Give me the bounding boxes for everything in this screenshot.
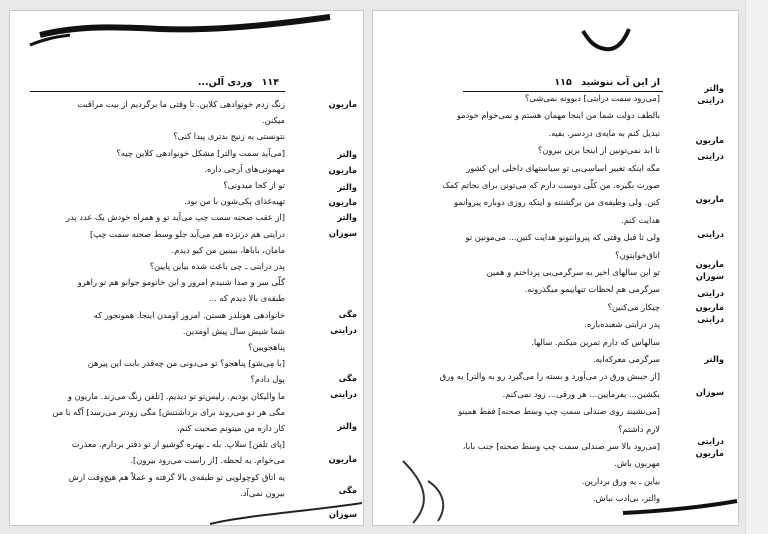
speaker-name: والتر [337,182,357,192]
dialogue-line: شما شیش سال پیش اومدین. [182,325,285,336]
dialogue-line: ولی تا قبل وقتی که پیروانتونو هدایت کنین... می‌مونین تو [465,232,660,243]
running-title: وردی آلن... [197,77,253,88]
dialogue-line: پدر درایتی ـ چی باعث شده بیاین پایین؟ [149,261,285,271]
speaker-name: ماریون [695,448,724,458]
speaker-name: درایتی [697,151,724,161]
speaker-name: والتر [337,421,357,431]
left-book-page [9,10,364,526]
dialogue-line: [می‌رود سمت درایتی] دیوونه نمی‌شی؟ [524,93,660,103]
scan-stroke-top [40,17,330,35]
speaker-name: ماریون [328,99,357,109]
speaker-name: درایتی [330,389,357,399]
dialogue-line: خانوادهی هونلدر هستن. امروز اومدن اینجا. همونجور که [93,309,285,320]
dialogue-line: نتونستی به زنیج بدتری پیدا کنی؟ [173,131,285,142]
dialogue-line: تبدیل کنم به مایه‌ی دردسر. بفیه. [548,127,660,138]
dialogue-line: [از عقب صحنه سمت چپ می‌آید تو و همراه خودش یک عدد پدر [66,212,285,223]
dialogue-line: گلّی سر و صدا شنیدم امروز و این خانومو جوانو هم تو راهرو [77,277,285,288]
speaker-name: درایتی [697,95,724,105]
dialogue-line: پدر درایتی شعبده‌بازه. [584,319,660,330]
page-header [198,77,285,88]
dialogue-line: [می‌رود بالا سر صندلی سمت چپ وسط صحنه] جنب بابا، [462,441,660,451]
dialogue-line: [از جیبش ورق در می‌آورد و بسته را می‌گیرد رو به والتر] یه ورق [439,371,660,382]
dialogue-line: بیاین ـ یه ورق بردارین. [581,475,660,486]
speaker-name: مگی [338,485,357,495]
dialogue-line: مهمونی‌های آرجی داره. [204,163,285,174]
speaker-name: والتر [337,212,357,222]
speaker-name: درایتی [697,229,724,239]
speaker-name: درایتی [330,325,357,335]
dialogue-line: طبقه‌ی بالا دیدم که ... [208,293,285,304]
dialogue-line: مامان، باباها، ببینین من کیو دیدم. [171,244,285,255]
dialogue-line: بالطف دولت شما من اینجا مهمان هستم و نمی‌خوام خودمو [456,110,660,121]
dialogue-line: یه اتاق کوچولویی تو طبقه‌ی بالا گرفته و عملاً هم هیچ‌وقت ازش [68,471,285,482]
dialogue-line: سالهاس که دارم تمرین میکنم. سالها. [531,336,660,347]
speaker-name: درایتی [697,288,724,298]
speaker-name: سوزان [695,271,724,281]
page-header [548,77,660,88]
dialogue-line: تو از کجا میدونی؟ [223,180,285,190]
dialogue-line: پناهجویین؟ [248,342,285,352]
speaker-name: ماریون [328,197,357,207]
header-rule [463,91,663,92]
dialogue-line: تا ابد نمی‌تونین از اینجا برین بیرون؟ [537,145,660,156]
speaker-name: مگی [338,373,357,383]
dialogue-line: کنن. ولی وظیفه‌ی من برگشتنه و اینکه روزی دوباره پیروانمو [454,197,660,208]
speaker-name: مگی [338,309,357,319]
speaker-name: سوزان [328,228,357,238]
dialogue-line: ما والیکان بودیم. رلیس‌تو تو دیدیم. [تلفن زنگ می‌زند. ماریون و [67,390,285,401]
scan-stroke-corner [30,35,70,45]
speaker-name: درایتی [697,436,724,446]
running-title: از این آب ننوشید [581,77,660,88]
dialogue-line: مگی هر دو می‌روند برای برداشتنش] مگی زودتر می‌رسد] آگه با من [52,406,285,417]
speaker-name: والتر [337,149,357,159]
speaker-name: ماریون [695,259,724,269]
dialogue-line: سرگرمی هم لحظات تنهاییمو میگذرونه. [524,284,660,295]
dialogue-line: اتاق‌خوابتون؟ [615,249,660,260]
header-rule [30,91,285,92]
speaker-name: والتر [704,83,724,93]
dialogue-line: والتر، بی‌ادب نباش. [592,493,660,504]
dialogue-line: زنگ زدم خونوادهی کلاین. تا وقتی ما برگردیم از بیت مراقبت [77,99,285,109]
vertical-scrollbar[interactable] [745,0,768,534]
speaker-name: درایتی [697,314,724,324]
dialogue-line: لازم داشتم؟ [618,423,660,434]
dialogue-line: [می‌نشیند روی صندلی سمتِ چپ وسط صحنه] فقط همینو [458,406,660,417]
speaker-name: ماریون [695,194,724,204]
speaker-name: ماریون [695,135,724,145]
dialogue-line: پول دادم؟ [250,374,285,385]
scan-stroke-hand-2 [428,481,443,521]
dialogue-line: بکشین... بفرمایین... هر ورقی... زود نمی‌کنم. [502,388,660,399]
speaker-name: ماریون [328,165,357,175]
scan-stroke-hook [583,29,629,49]
speaker-name: والتر [704,354,724,364]
page-number: ۱۱۴ [261,77,279,88]
dialogue-line: چیکار می‌کنین؟ [607,301,660,312]
dialogue-line: مهربون باش. [614,458,660,469]
dialogue-line: کار داره من میتونم صحبت کنم. [176,423,285,433]
dialogue-line: [با مِی‌شو] پناهجو؟ تو می‌دونی من چه‌قدر بابت این پیرهن [87,358,285,369]
scan-stroke-hand [403,461,424,523]
dialogue-line: هدایت کنم. [621,214,660,225]
speaker-name: سوزان [328,509,357,519]
dialogue-line: [پای تلفن] سلاپ. بله ـ بهتره گوشیو از تو دفتر بردارم. معذرت [71,439,285,450]
page-number: ۱۱۵ [554,77,572,88]
dialogue-line: تهیه‌غذای پکی‌شون با من بود. [184,196,285,207]
dialogue-line: درایتی هم درنزده هم می‌آید جلو وسط صحنه سمت چپ] [90,228,285,239]
dialogue-line: بیرون نمی‌آد. [240,487,285,498]
speaker-name: ماریون [695,302,724,312]
dialogue-line: سرگرمی معرکه‌ایه. [592,354,660,364]
dialogue-line: تو این سالهای اخیر به سرگرمی‌یی پرداختم و همین [486,267,660,277]
dialogue-line: [می‌آید سمت والتر] مشکل خونوادهی کلاین چیه؟ [116,147,285,158]
right-book-page [372,10,739,526]
dialogue-line: می‌خوام. یه لحظه. [از راست می‌رود بیرون]. [130,455,285,466]
dialogue-line: صورت بگیره. من کلّی دوست دارم که می‌تونن برای نجاتم کمک [442,180,660,190]
speaker-name: سوزان [695,387,724,397]
dialogue-line: مگه اینکه تغییر اساسی‌یی تو سیاستهای داخلی این کشور [466,162,660,173]
dialogue-line: میکنن. [262,115,285,126]
speaker-name: ماریون [328,454,357,464]
